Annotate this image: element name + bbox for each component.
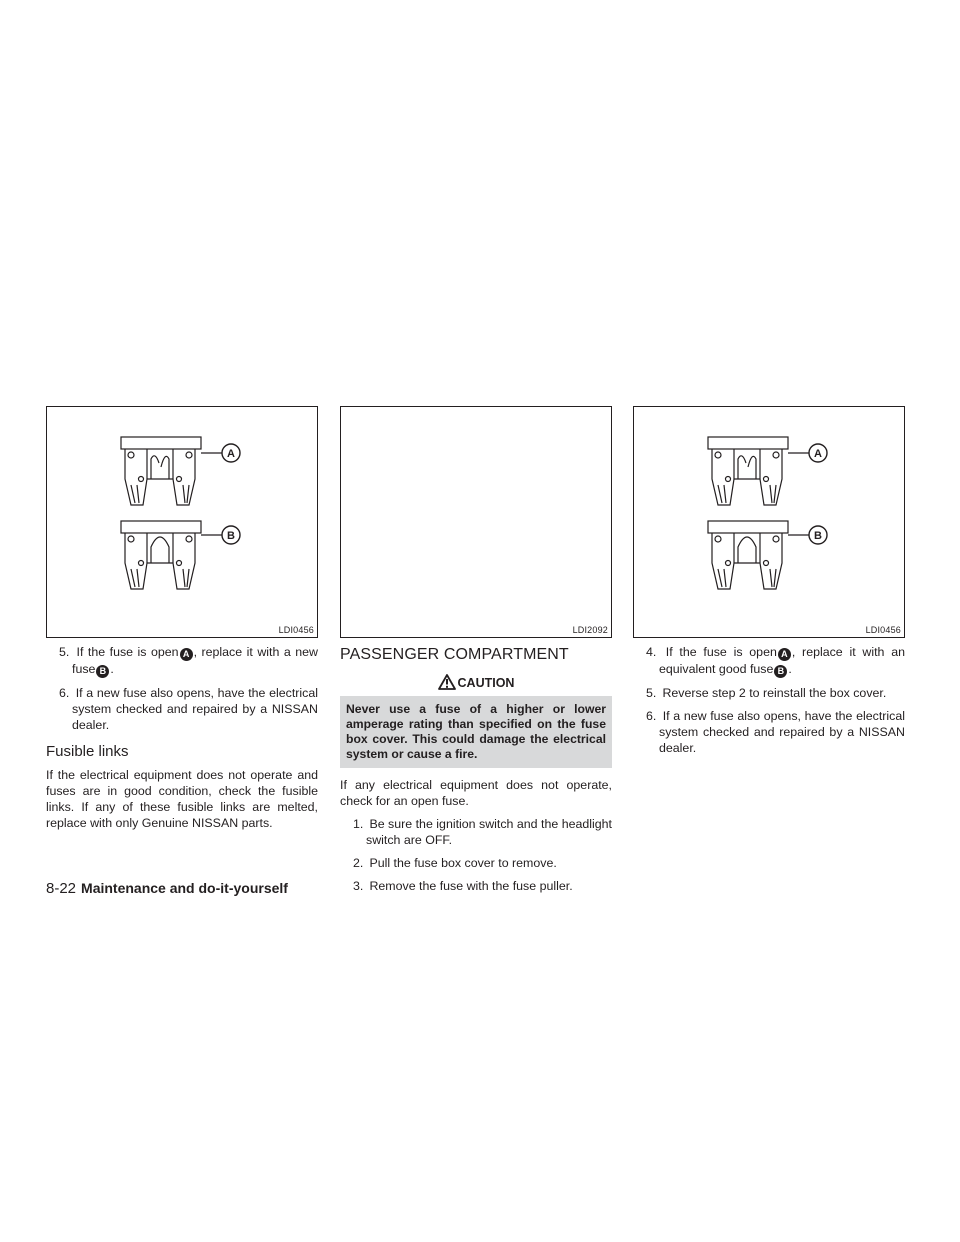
fuse-figure-left: [46, 406, 318, 638]
mark-a-icon: A: [778, 648, 791, 661]
fuse-illustration: [634, 407, 904, 637]
warning-icon: [438, 674, 456, 690]
step-6: 6. If a new fuse also opens, have the electrical system checked and repaired by a NISSAN dealer.: [646, 709, 905, 755]
section-heading: PASSENGER COMPARTMENT: [340, 646, 569, 663]
caution-box: Never use a fuse of a higher or lower amperage rating than specified on the fuse box cover. This could damage the electrical system or cause a fire.: [340, 696, 612, 768]
left-column: [46, 406, 318, 838]
fuse-figure-right: [633, 406, 905, 638]
callout-b: B: [227, 530, 235, 542]
step-2: 2. Pull the fuse box cover to remove.: [353, 856, 557, 870]
fuse-illustration: [47, 407, 317, 637]
figure-code: LDI0456: [278, 625, 314, 635]
step-4: 4. If the fuse is open A , replace it with an equivalent good fuse B .: [646, 645, 905, 676]
chapter-title: Maintenance and do-it-yourself: [81, 880, 288, 896]
callout-b: B: [814, 530, 822, 542]
fusible-links-paragraph: If the electrical equipment does not operate and fuses are in good condition, check the fusible links. If any of these fusible links are melted, replace with only Genuine NISSAN parts.: [46, 768, 318, 830]
step-5: 5. Reverse step 2 to reinstall the box cover.: [646, 686, 887, 700]
step-6: 6. If a new fuse also opens, have the electrical system checked and repaired by a NISSAN dealer.: [59, 686, 318, 732]
caution-label: CAUTION: [457, 676, 515, 690]
callout-a: A: [814, 448, 822, 460]
center-column: [340, 406, 612, 901]
intro-paragraph: If any electrical equipment does not operate, check for an open fuse.: [340, 778, 612, 808]
figure-code: LDI2092: [572, 625, 608, 635]
fuse-box-figure: [340, 406, 612, 638]
page-footer: [46, 880, 288, 897]
mark-b-icon: B: [96, 665, 109, 678]
right-column: [633, 406, 905, 763]
figure-code: LDI0456: [865, 625, 901, 635]
mark-b-icon: B: [774, 665, 787, 678]
step-5: 5. If the fuse is open A , replace it with a new fuse B .: [59, 645, 318, 676]
mark-a-icon: A: [180, 648, 193, 661]
step-3: 3. Remove the fuse with the fuse puller.: [353, 879, 573, 893]
fusible-links-heading: Fusible links: [46, 743, 129, 760]
callout-a: A: [227, 448, 235, 460]
caution-header: [340, 674, 612, 692]
page-number: 8-22: [46, 880, 77, 897]
step-1: 1. Be sure the ignition switch and the headlight switch are OFF.: [353, 817, 612, 847]
